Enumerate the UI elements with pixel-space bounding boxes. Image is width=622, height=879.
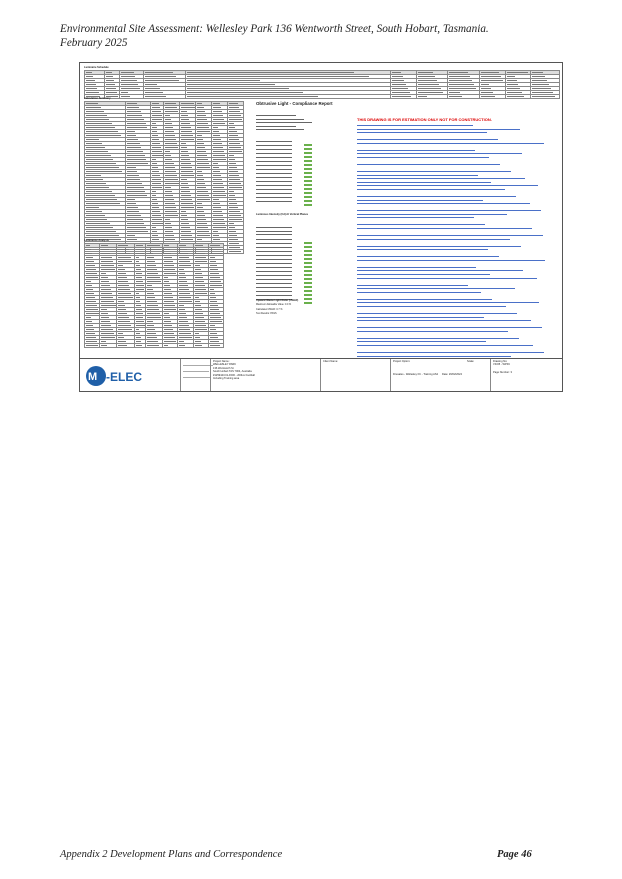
note-line [357,210,541,211]
note-line [357,125,473,126]
table-cell [479,95,505,99]
note-line [357,331,508,332]
note-line [357,157,489,158]
note-line [357,214,507,215]
note-line [357,217,474,218]
report-row [256,145,312,148]
report-row [256,137,312,140]
note-line [357,356,511,357]
report-row [256,283,312,286]
date-cell: Date: 26/02/2024 [442,373,462,376]
report-row [256,287,312,290]
pass-indicator [304,196,312,198]
note-line [357,153,522,154]
pass-indicator [304,200,312,202]
compliance-report-title: Obtrusive Light - Compliance Report [256,101,333,106]
project-line: 136 Wentworth St [213,366,234,370]
report-row [256,189,312,192]
report-row [256,226,292,229]
note-line [357,189,505,190]
report-row [256,231,312,234]
note-line [357,288,515,289]
calculation-summary-table [84,101,244,254]
page-header [60,22,580,50]
luminance-analysis-title: Luminance Analysis [84,239,109,242]
report-row [256,267,312,270]
project-line: #1259443.01-F000 - 200lux Football [213,373,255,377]
report-row [256,121,304,124]
note-line [357,285,468,286]
report-row [256,255,312,258]
note-line [357,239,510,240]
project-option-cell: Project Option: Firesales - Wellesley FC - Training AS2 [390,359,490,392]
report-row [256,169,312,172]
scale-cell: Scale: [467,360,475,363]
report-row [256,291,312,294]
uwlr-calc: Calculated UWLR: 0.7 % [256,308,283,311]
table-cell [143,95,185,99]
report-row [256,279,312,282]
note-line [357,270,523,271]
table-cell [100,344,117,348]
table-cell [145,344,162,348]
note-line [357,341,486,342]
note-line [357,185,538,186]
report-row [256,181,312,184]
pass-indicator [304,204,312,206]
table-cell [448,95,479,99]
report-row [256,153,312,156]
table-cell [85,344,100,348]
report-row [256,235,312,238]
page-number: Page 46 [497,849,532,860]
note-line [357,320,531,321]
table-cell [117,344,134,348]
note-line [357,224,485,225]
note-line [357,132,487,133]
client-name-cell: Client Name: [320,359,390,392]
drawing-number-cell: Drawing No: VIC05 - WPFC Page Number: 3 [490,359,563,392]
luminaire-schedule-table [84,70,560,99]
note-line [357,164,500,165]
table-cell [163,344,178,348]
note-line [357,317,484,318]
table-cell [178,344,193,348]
svg-text:-ELEC: -ELEC [106,370,142,384]
report-row [256,243,312,246]
note-line [357,182,491,183]
note-line [357,338,519,339]
note-line [357,260,545,261]
note-line [357,171,511,172]
report-row [256,239,312,242]
note-line [357,352,544,353]
note-line [357,302,539,303]
note-line [357,228,532,229]
project-line: South Hobart TAS 7004, Australia [213,370,252,374]
report-row [256,193,312,196]
note-line [357,274,490,275]
drawing-number: VIC05 - WPFC [493,363,511,367]
title-block [80,358,563,392]
uwlr-title: Upward Waste Light Ratio (UWLR) [256,299,299,302]
report-row [256,165,312,168]
note-line [357,345,533,346]
luminaire-schedule-title: Luminaire Schedule [84,66,109,69]
footer-left: Appendix 2 Development Plans and Correspondence [60,849,283,860]
note-line [357,175,478,176]
header-title: Environmental Site Assessment: Wellesley Park 136 Wentworth Street, South Hobart, Tasmania. [60,23,489,35]
table-cell [228,250,244,254]
project-line: WELLESLEY PARK [213,363,236,367]
lighting-drawing-sheet [79,62,563,392]
note-line [357,306,506,307]
table-cell [505,95,531,99]
table-cell [193,344,208,348]
note-line [357,313,517,314]
report-row [256,259,312,262]
report-row [256,133,312,136]
report-row [256,177,312,180]
uwlr-result: Test Results: PASS [256,312,277,315]
report-row [256,275,312,278]
pass-indicator [304,298,312,300]
calc-summary-title: Calculation Summary [84,97,111,100]
report-row [256,247,312,250]
project-line: Including Training area [213,377,240,381]
table-cell [531,95,560,99]
note-line [357,143,544,144]
note-line [357,196,516,197]
note-line [357,200,483,201]
note-line [357,267,476,268]
note-line [357,150,475,151]
report-row [256,251,312,254]
note-line [357,178,525,179]
table-cell [134,344,145,348]
report-row [256,157,312,160]
estimation-only-notice: THIS DRAWING IS FOR ESTIMATION ONLY NOT FOR CONSTRUCTION. [357,117,492,122]
note-line [357,246,521,247]
note-line [357,235,543,236]
pass-indicator [304,302,312,304]
header-date: February 2025 [60,37,128,49]
note-line [357,327,542,328]
report-row [256,149,312,152]
m-elec-logo-icon [84,364,154,388]
note-line [357,292,481,293]
note-line [357,203,530,204]
report-row [256,173,312,176]
luminance-analysis-table [84,243,224,348]
project-name-cell: Project Name: WELLESLEY PARK 136 Wentworth St South Hobart TAS 7004, Australia #1259443.01-F000 - 200lux Football Including Training area [210,359,320,392]
note-line [357,249,488,250]
report-row [256,185,312,188]
luminous-intensity-title: Luminous Intensity (Cd) At Vertical Planes [256,213,309,216]
note-line [357,278,537,279]
table-cell [208,344,223,348]
uwlr-max: Maximum Allowable Value: 0.0 % [256,303,292,306]
project-name-lines [213,363,318,380]
report-row [256,161,312,164]
report-row [256,271,312,274]
note-line [357,129,520,130]
table-cell [185,95,391,99]
report-row [256,263,312,266]
report-row [256,141,312,144]
pass-indicator [304,294,312,296]
svg-text:M: M [88,371,98,383]
project-option-value: Firesales - Wellesley FC - Training AS2 [393,373,439,377]
table-cell [417,95,448,99]
table-cell [391,95,417,99]
note-line [357,299,492,300]
note-line [357,256,499,257]
note-line [357,139,498,140]
table-cell [120,95,143,99]
